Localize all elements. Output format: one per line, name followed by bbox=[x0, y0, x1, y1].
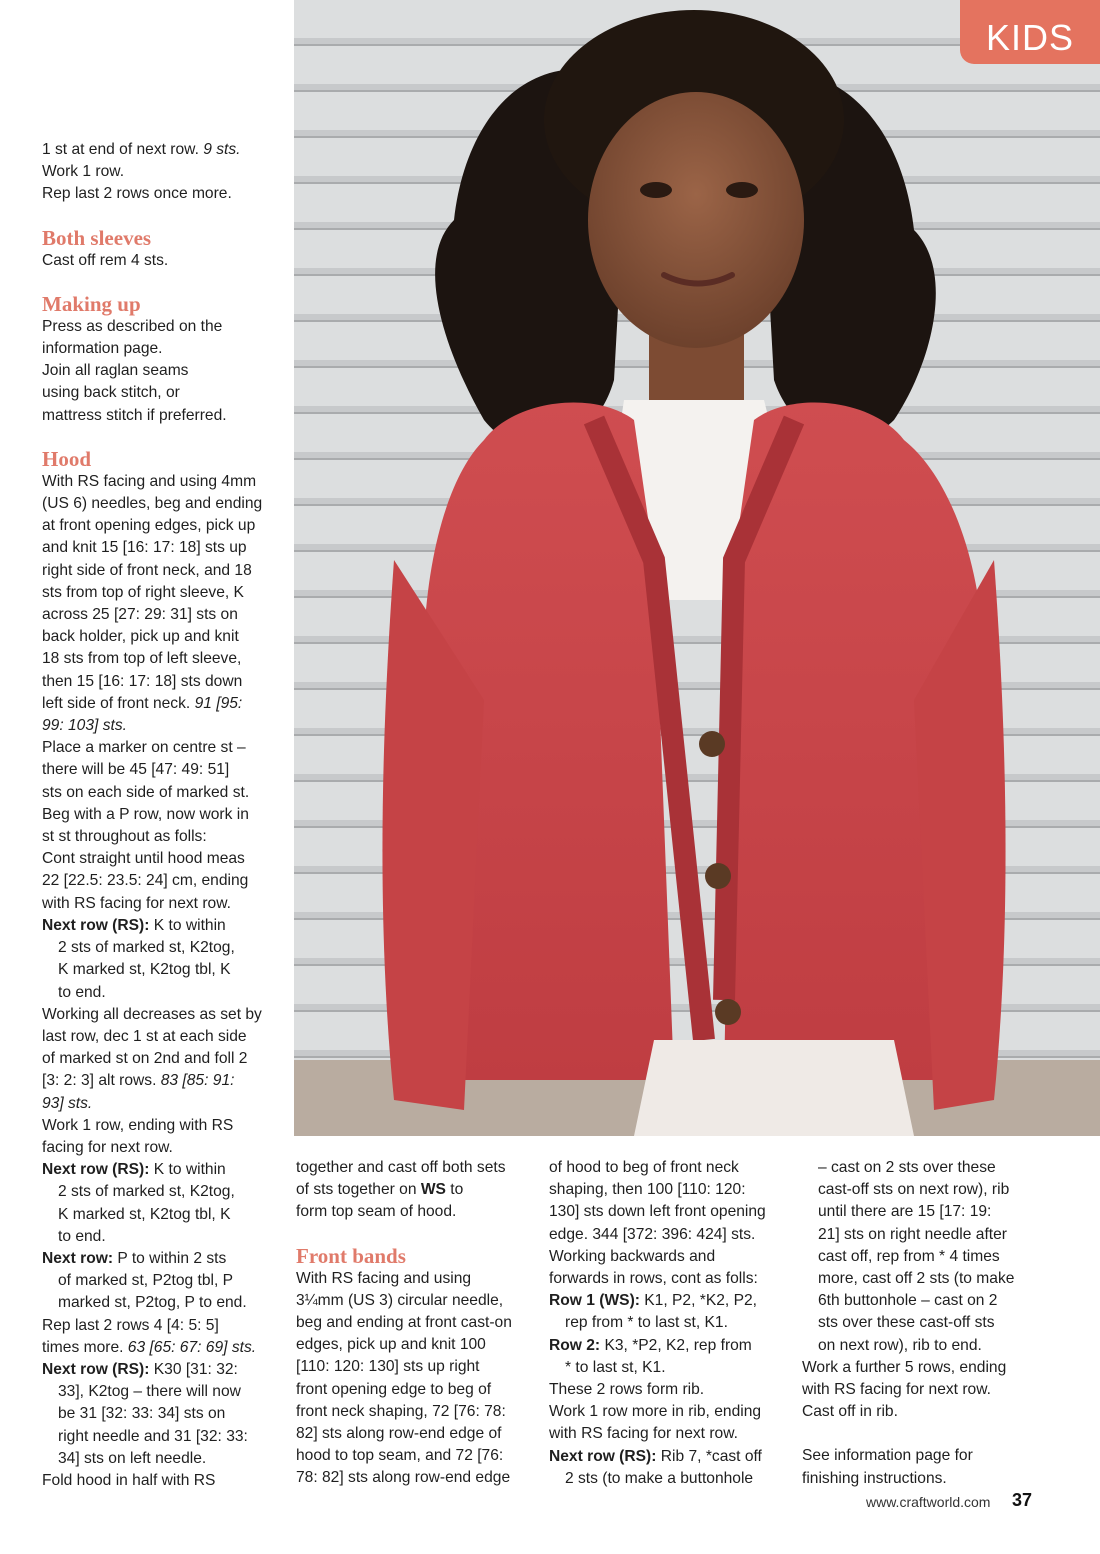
text-line: there will be 45 [47: 49: 51] bbox=[42, 761, 230, 779]
text-line: last row, dec 1 st at each side bbox=[42, 1027, 247, 1045]
text-line: facing for next row. bbox=[42, 1138, 173, 1156]
page-number: 37 bbox=[1012, 1490, 1033, 1510]
text-line: K marked st, K2tog tbl, K bbox=[58, 961, 231, 979]
column-1 bbox=[42, 139, 282, 1492]
text-line: Next row: P to within 2 sts bbox=[42, 1249, 227, 1267]
text-line: back holder, pick up and knit bbox=[42, 628, 239, 646]
column-2 bbox=[296, 1157, 536, 1490]
text-line: of sts together on WS to bbox=[296, 1181, 464, 1199]
text-line: using back stitch, or bbox=[42, 384, 180, 402]
text-line: sts from top of right sleeve, K bbox=[42, 583, 244, 601]
text-line: 99: 103] sts. bbox=[42, 717, 127, 735]
text-line: 18 sts from top of left sleeve, bbox=[42, 650, 242, 668]
footer-url: www.craftworld.com bbox=[866, 1494, 991, 1510]
text-line: 1 st at end of next row. 9 sts. bbox=[42, 141, 241, 158]
text-line: Work 1 row, ending with RS bbox=[42, 1116, 234, 1134]
text-line: 93] sts. bbox=[42, 1094, 93, 1112]
text-line: more, cast off 2 sts (to make bbox=[818, 1270, 1015, 1288]
text-line: These 2 rows form rib. bbox=[549, 1381, 705, 1399]
column-3 bbox=[549, 1157, 789, 1490]
text-line: 2 sts of marked st, K2tog, bbox=[58, 939, 235, 957]
text-line: Next row (RS): K to within bbox=[42, 916, 226, 934]
text-line: 82] sts along row-end edge of bbox=[296, 1425, 502, 1443]
text-line: then 15 [16: 17: 18] sts down bbox=[42, 672, 243, 690]
text-line: mattress stitch if preferred. bbox=[42, 406, 227, 424]
text-line: of marked st on 2nd and foll 2 bbox=[42, 1050, 248, 1068]
text-line: of marked st, P2tog tbl, P bbox=[58, 1272, 234, 1290]
text-line: K marked st, K2tog tbl, K bbox=[58, 1205, 231, 1223]
text-line: – cast on 2 sts over these bbox=[818, 1159, 996, 1176]
text-line: Working backwards and bbox=[549, 1247, 716, 1265]
text-line: at front opening edges, pick up bbox=[42, 517, 256, 535]
text-line: front opening edge to beg of bbox=[296, 1380, 492, 1398]
text-line: forwards in rows, cont as folls: bbox=[549, 1270, 758, 1288]
text-line: and knit 15 [16: 17: 18] sts up bbox=[42, 539, 247, 557]
text-line: st st throughout as folls: bbox=[42, 828, 207, 846]
text-line: with RS facing for next row. bbox=[42, 894, 231, 912]
text-line: [110: 120: 130] sts up right bbox=[296, 1358, 480, 1376]
text-line: front neck shaping, 72 [76: 78: bbox=[296, 1402, 506, 1420]
text-line: Row 2: K3, *P2, K2, rep from bbox=[549, 1336, 752, 1354]
text-line: 78: 82] sts along row-end edge bbox=[296, 1469, 511, 1487]
text-line: Next row (RS): Rib 7, *cast off bbox=[549, 1447, 762, 1465]
text-line: Work a further 5 rows, ending bbox=[802, 1358, 1007, 1376]
text-line: Work 1 row more in rib, ending bbox=[549, 1403, 762, 1421]
photo-girl-red-cardigan bbox=[294, 0, 1100, 1136]
text-line: form top seam of hood. bbox=[296, 1203, 457, 1221]
text-line: * to last st, K1. bbox=[565, 1358, 666, 1376]
text-line: 22 [22.5: 23.5: 24] cm, ending bbox=[42, 872, 249, 890]
text-line: Cast off in rib. bbox=[802, 1403, 898, 1421]
text-line: Rep last 2 rows 4 [4: 5: 5] bbox=[42, 1316, 219, 1334]
text-line: to end. bbox=[58, 1227, 106, 1245]
text-line: 33], K2tog – there will now bbox=[58, 1383, 241, 1401]
text-line: Place a marker on centre st – bbox=[42, 739, 246, 757]
text-line: times more. 63 [65: 67: 69] sts. bbox=[42, 1338, 257, 1356]
text-line: 3¼mm (US 3) circular needle, bbox=[296, 1291, 504, 1309]
heading-both-sleeves: Both sleeves bbox=[42, 225, 152, 250]
text-line: together and cast off both sets bbox=[296, 1159, 506, 1176]
text-line: sts on each side of marked st. bbox=[42, 783, 250, 801]
text-line: See information page for bbox=[802, 1447, 973, 1465]
text-line: rep from * to last st, K1. bbox=[565, 1314, 728, 1332]
text-line: across 25 [27: 29: 31] sts on bbox=[42, 606, 238, 624]
text-line: 34] sts on left needle. bbox=[58, 1449, 207, 1467]
text-line: Cast off rem 4 sts. bbox=[42, 251, 169, 269]
text-line: Press as described on the bbox=[42, 317, 223, 335]
text-line: Join all raglan seams bbox=[42, 362, 189, 380]
text-line: Next row (RS): K to within bbox=[42, 1161, 226, 1179]
text-line: right side of front neck, and 18 bbox=[42, 561, 252, 579]
text-line: to end. bbox=[58, 983, 106, 1001]
text-line: hood to top seam, and 72 [76: bbox=[296, 1447, 504, 1465]
text-line: 21] sts on right needle after bbox=[818, 1225, 1007, 1243]
text-line: edge. 344 [372: 396: 424] sts. bbox=[549, 1225, 756, 1243]
text-line: Work 1 row. bbox=[42, 163, 125, 181]
text-line: 130] sts down left front opening bbox=[549, 1203, 766, 1221]
heading-hood: Hood bbox=[42, 446, 92, 471]
text-line: Working all decreases as set by bbox=[42, 1005, 262, 1023]
text-line: Rep last 2 rows once more. bbox=[42, 185, 232, 203]
text-line: shaping, then 100 [110: 120: bbox=[549, 1181, 746, 1199]
text-line: Beg with a P row, now work in bbox=[42, 805, 249, 823]
text-line: 6th buttonhole – cast on 2 bbox=[818, 1292, 998, 1310]
text-line: 2 sts (to make a buttonhole bbox=[565, 1469, 754, 1487]
text-line: left side of front neck. 91 [95: bbox=[42, 694, 243, 712]
text-line: Next row (RS): K30 [31: 32: bbox=[42, 1360, 238, 1378]
text-line: with RS facing for next row. bbox=[802, 1381, 991, 1399]
text-line: until there are 15 [17: 19: bbox=[818, 1203, 992, 1221]
heading-making-up: Making up bbox=[42, 291, 141, 316]
text-line: Fold hood in half with RS bbox=[42, 1471, 216, 1489]
text-line: edges, pick up and knit 100 bbox=[296, 1336, 486, 1354]
text-line: With RS facing and using bbox=[296, 1269, 472, 1287]
text-line: cast-off sts on next row), rib bbox=[818, 1181, 1010, 1199]
text-line: finishing instructions. bbox=[802, 1469, 947, 1487]
text-line: information page. bbox=[42, 340, 163, 358]
text-line: [3: 2: 3] alt rows. 83 [85: 91: bbox=[42, 1072, 235, 1090]
text-line: Row 1 (WS): K1, P2, *K2, P2, bbox=[549, 1292, 757, 1310]
text-line: marked st, P2tog, P to end. bbox=[58, 1294, 247, 1312]
text-line: on next row), rib to end. bbox=[818, 1336, 982, 1354]
column-4 bbox=[802, 1157, 1042, 1490]
text-line: With RS facing and using 4mm bbox=[42, 472, 257, 490]
heading-front-bands: Front bands bbox=[296, 1243, 406, 1268]
section-tab: KIDS bbox=[960, 0, 1100, 64]
text-line: right needle and 31 [32: 33: bbox=[58, 1427, 248, 1445]
text-line: be 31 [32: 33: 34] sts on bbox=[58, 1405, 226, 1423]
text-line: (US 6) needles, beg and ending bbox=[42, 495, 263, 513]
text-line: 2 sts of marked st, K2tog, bbox=[58, 1183, 235, 1201]
text-line: cast off, rep from * 4 times bbox=[818, 1247, 1000, 1265]
text-line: beg and ending at front cast-on bbox=[296, 1314, 512, 1332]
text-line: of hood to beg of front neck bbox=[549, 1159, 739, 1176]
text-line: sts over these cast-off sts bbox=[818, 1314, 995, 1332]
text-line: with RS facing for next row. bbox=[549, 1425, 738, 1443]
text-line: Cont straight until hood meas bbox=[42, 850, 245, 868]
